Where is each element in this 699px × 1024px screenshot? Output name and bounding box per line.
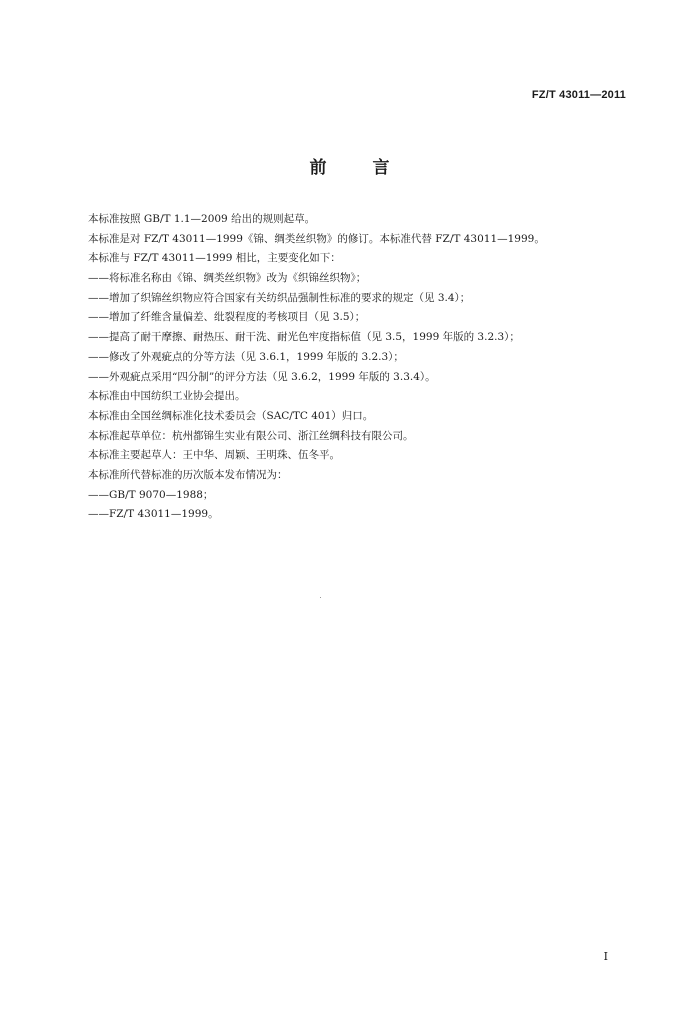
- paragraph-line: 本标准与 FZ/T 43011—1999 相比，主要变化如下：: [88, 252, 341, 265]
- paragraph-line: 本标准由全国丝绸标准化技术委员会（SAC/TC 401）归口。: [88, 409, 374, 422]
- page-title: 前言: [309, 158, 436, 178]
- paragraph-line: 本标准按照 GB/T 1.1—2009 给出的规则起草。: [88, 213, 316, 225]
- page-number: I: [603, 950, 608, 963]
- change-item: ——增加了织锦丝织物应符合国家有关纺织品强制性标准的要求的规定（见 3.4）；: [88, 291, 471, 304]
- standard-code: FZ/T 43011—2011: [531, 89, 626, 101]
- change-item: ——增加了纤维含量偏差、纰裂程度的考核项目（见 3.5）；: [88, 311, 366, 324]
- paragraph-line: 本标准主要起草人：王中华、周颖、王明珠、伍冬平。: [88, 449, 340, 462]
- paragraph-line: 本标准是对 FZ/T 43011—1999《锦、绸类丝织物》的修订。本标准代替 FZ/T 43011—1999。: [88, 232, 545, 245]
- change-item: ——外观疵点采用“四分制”的评分方法（见 3.6.2，1999 年版的 3.3.4）。: [88, 370, 436, 383]
- history-item: ——GB/T 9070—1988；: [88, 488, 214, 501]
- paragraph-line: 本标准所代替标准的历次版本发布情况为：: [88, 468, 288, 481]
- change-item: ——将标准名称由《锦、绸类丝织物》改为《织锦丝织物》；: [88, 272, 367, 285]
- foreword-body: [88, 210, 628, 525]
- paragraph-line: 本标准由中国纺织工业协会提出。: [88, 390, 246, 403]
- change-item: ——提高了耐干摩擦、耐热压、耐干洗、耐光色牢度指标值（见 3.5，1999 年版的 3.2.3）；: [88, 331, 520, 344]
- paragraph-line: 本标准起草单位：杭州都锦生实业有限公司、浙江丝绸科技有限公司。: [88, 429, 414, 442]
- change-item: ——修改了外观疵点的分等方法（见 3.6.1，1999 年版的 3.2.3）；: [88, 350, 404, 363]
- history-item: ——FZ/T 43011—1999。: [88, 508, 219, 521]
- scan-speck: [320, 597, 321, 598]
